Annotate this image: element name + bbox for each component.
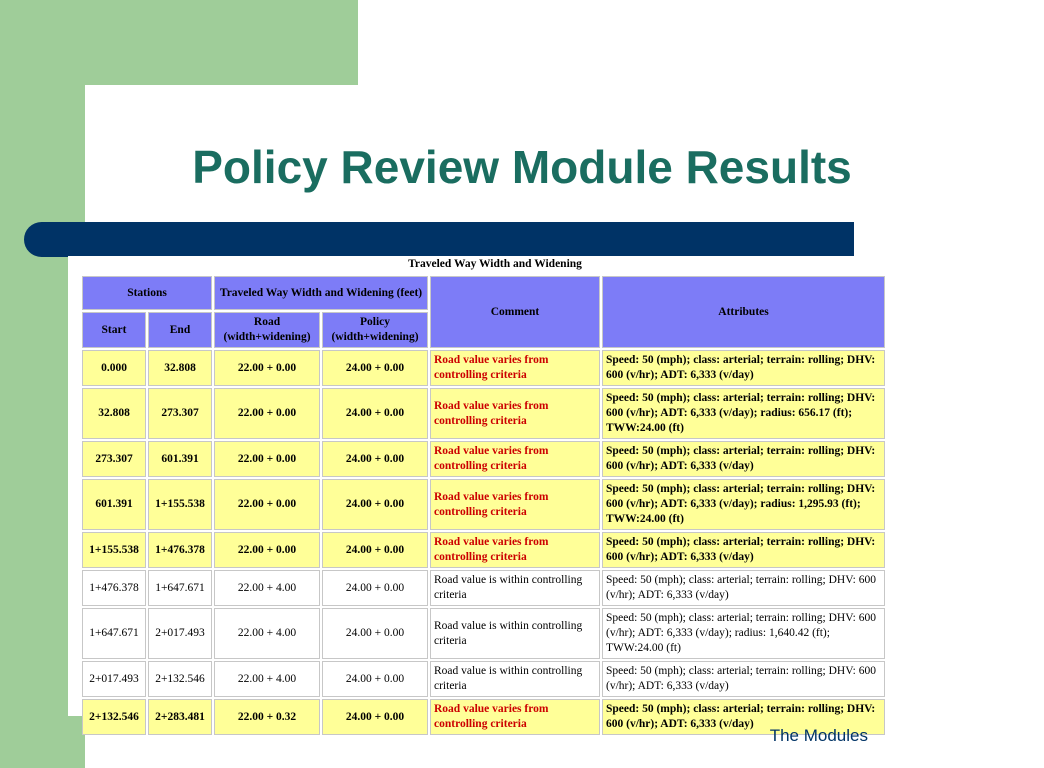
title-underline-bar xyxy=(24,222,854,257)
policy-value-cell: 24.00 + 0.00 xyxy=(322,661,428,697)
comment-cell: Road value varies from controlling criteria xyxy=(430,350,600,386)
header-stations: Stations xyxy=(82,276,212,310)
comment-cell: Road value is within controlling criteria xyxy=(430,661,600,697)
comment-cell: Road value varies from controlling criteria xyxy=(430,441,600,477)
table-row xyxy=(82,441,885,477)
start-cell: 1+476.378 xyxy=(82,570,146,606)
comment-cell: Road value varies from controlling criteria xyxy=(430,699,600,735)
start-cell: 1+647.671 xyxy=(82,608,146,659)
road-value-cell: 22.00 + 4.00 xyxy=(214,661,320,697)
attributes-cell: Speed: 50 (mph); class: arterial; terrain: rolling; DHV: 600 (v/hr); ADT: 6,333 (v/day) xyxy=(602,532,885,568)
header-policy: Policy (width+widening) xyxy=(322,312,428,348)
start-cell: 2+132.546 xyxy=(82,699,146,735)
road-value-cell: 22.00 + 0.00 xyxy=(214,388,320,439)
end-cell: 1+155.538 xyxy=(148,479,212,530)
start-cell: 273.307 xyxy=(82,441,146,477)
road-value-cell: 22.00 + 4.00 xyxy=(214,608,320,659)
table-row xyxy=(82,532,885,568)
start-cell: 601.391 xyxy=(82,479,146,530)
table-row xyxy=(82,608,885,659)
road-value-cell: 22.00 + 4.00 xyxy=(214,570,320,606)
policy-value-cell: 24.00 + 0.00 xyxy=(322,699,428,735)
header-start: Start xyxy=(82,312,146,348)
road-value-cell: 22.00 + 0.32 xyxy=(214,699,320,735)
policy-value-cell: 24.00 + 0.00 xyxy=(322,608,428,659)
header-road: Road (width+widening) xyxy=(214,312,320,348)
policy-value-cell: 24.00 + 0.00 xyxy=(322,441,428,477)
end-cell: 2+017.493 xyxy=(148,608,212,659)
end-cell: 273.307 xyxy=(148,388,212,439)
attributes-cell: Speed: 50 (mph); class: arterial; terrain: rolling; DHV: 600 (v/hr); ADT: 6,333 (v/day); radius: 1,640.42 (ft); TWW:24.00 (ft) xyxy=(602,608,885,659)
attributes-cell: Speed: 50 (mph); class: arterial; terrain: rolling; DHV: 600 (v/hr); ADT: 6,333 (v/day); radius: 1,295.93 (ft); TWW:24.00 (ft) xyxy=(602,479,885,530)
table-row xyxy=(82,350,885,386)
slide-footer: The Modules xyxy=(769,726,868,745)
table-row xyxy=(82,699,885,735)
comment-cell: Road value varies from controlling criteria xyxy=(430,388,600,439)
attributes-cell: Speed: 50 (mph); class: arterial; terrain: rolling; DHV: 600 (v/hr); ADT: 6,333 (v/day) xyxy=(602,441,885,477)
table-row xyxy=(82,661,885,697)
header-attributes: Attributes xyxy=(602,276,885,348)
attributes-cell: Speed: 50 (mph); class: arterial; terrain: rolling; DHV: 600 (v/hr); ADT: 6,333 (v/day) xyxy=(602,350,885,386)
policy-value-cell: 24.00 + 0.00 xyxy=(322,532,428,568)
comment-cell: Road value varies from controlling criteria xyxy=(430,479,600,530)
end-cell: 601.391 xyxy=(148,441,212,477)
end-cell: 1+647.671 xyxy=(148,570,212,606)
policy-value-cell: 24.00 + 0.00 xyxy=(322,479,428,530)
end-cell: 2+132.546 xyxy=(148,661,212,697)
end-cell: 2+283.481 xyxy=(148,699,212,735)
end-cell: 32.808 xyxy=(148,350,212,386)
table-row xyxy=(82,570,885,606)
start-cell: 1+155.538 xyxy=(82,532,146,568)
start-cell: 32.808 xyxy=(82,388,146,439)
attributes-cell: Speed: 50 (mph); class: arterial; terrain: rolling; DHV: 600 (v/hr); ADT: 6,333 (v/day) xyxy=(602,661,885,697)
header-tww: Traveled Way Width and Widening (feet) xyxy=(214,276,428,310)
slide-title: Policy Review Module Results xyxy=(192,141,852,193)
report-screenshot xyxy=(68,256,922,730)
road-value-cell: 22.00 + 0.00 xyxy=(214,479,320,530)
results-table xyxy=(80,274,887,737)
comment-cell: Road value varies from controlling criteria xyxy=(430,532,600,568)
start-cell: 2+017.493 xyxy=(82,661,146,697)
end-cell: 1+476.378 xyxy=(148,532,212,568)
policy-value-cell: 24.00 + 0.00 xyxy=(322,350,428,386)
report-caption: Traveled Way Width and Widening xyxy=(408,258,582,270)
green-top-block xyxy=(0,0,358,85)
attributes-cell: Speed: 50 (mph); class: arterial; terrain: rolling; DHV: 600 (v/hr); ADT: 6,333 (v/day); radius: 656.17 (ft); TWW:24.00 (ft) xyxy=(602,388,885,439)
header-comment: Comment xyxy=(430,276,600,348)
comment-cell: Road value is within controlling criteria xyxy=(430,608,600,659)
header-end: End xyxy=(148,312,212,348)
road-value-cell: 22.00 + 0.00 xyxy=(214,532,320,568)
attributes-cell: Speed: 50 (mph); class: arterial; terrain: rolling; DHV: 600 (v/hr); ADT: 6,333 (v/day) xyxy=(602,570,885,606)
policy-value-cell: 24.00 + 0.00 xyxy=(322,388,428,439)
attributes-cell: Speed: 50 (mph); class: arterial; terrain: rolling; DHV: 600 (v/hr); ADT: 6,333 (v/day) xyxy=(602,699,885,735)
start-cell: 0.000 xyxy=(82,350,146,386)
table-row xyxy=(82,388,885,439)
table-row xyxy=(82,479,885,530)
road-value-cell: 22.00 + 0.00 xyxy=(214,441,320,477)
policy-value-cell: 24.00 + 0.00 xyxy=(322,570,428,606)
comment-cell: Road value is within controlling criteria xyxy=(430,570,600,606)
road-value-cell: 22.00 + 0.00 xyxy=(214,350,320,386)
